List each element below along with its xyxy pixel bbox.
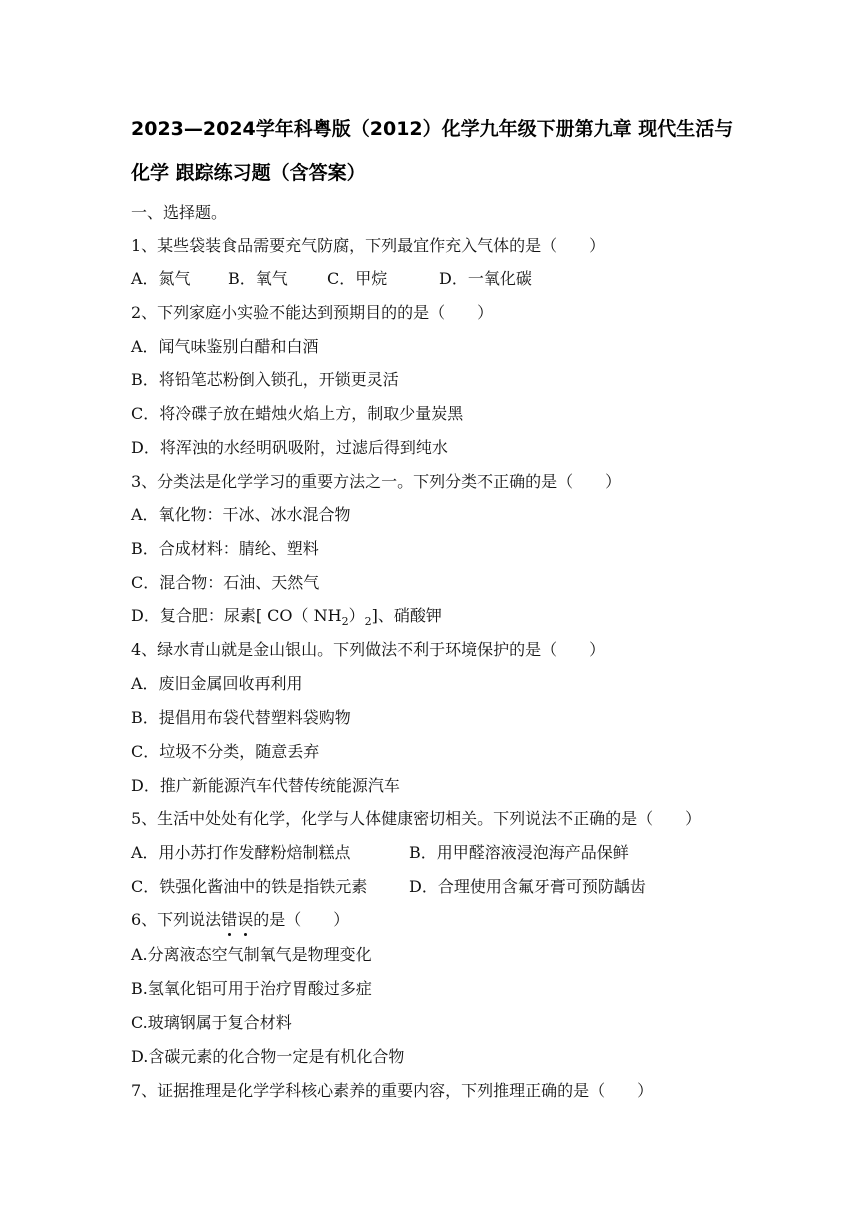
question-6-emphasis-char-1: 错 <box>221 910 238 929</box>
question-4-option-c: C．垃圾不分类，随意丢弃 <box>131 742 320 761</box>
question-6-option-d: D.含碳元素的化合物一定是有机化合物 <box>131 1047 405 1066</box>
question-1-stem: 1、某些袋装食品需要充气防腐，下列最宜作充入气体的是（ ） <box>131 236 606 255</box>
question-2-stem: 2、下列家庭小实验不能达到预期目的的是（ ） <box>131 303 494 322</box>
question-3-option-d-middle: ） <box>348 606 365 625</box>
document-title-line-1: 2023—2024学年科粤版（2012）化学九年级下册第九章 现代生活与 <box>131 118 734 140</box>
question-7-stem: 7、证据推理是化学学科核心素养的重要内容，下列推理正确的是（ ） <box>131 1081 654 1100</box>
question-1-option-c: C．甲烷 <box>327 269 388 288</box>
question-6-option-b: B.氢氧化铝可用于治疗胃酸过多症 <box>131 979 372 998</box>
section-heading: 一、选择题。 <box>131 203 228 222</box>
question-5-option-a: A．用小苏打作发酵粉焙制糕点 <box>131 843 351 862</box>
question-5-option-b: B．用甲醛溶液浸泡海产品保鲜 <box>409 843 629 862</box>
question-5-option-c: C．铁强化酱油中的铁是指铁元素 <box>131 877 368 896</box>
question-2-option-d: D．将浑浊的水经明矾吸附，过滤后得到纯水 <box>131 438 448 457</box>
question-4-option-d: D．推广新能源汽车代替传统能源汽车 <box>131 776 400 795</box>
question-6-stem <box>131 910 349 930</box>
question-3-option-c: C．混合物：石油、天然气 <box>131 573 320 592</box>
question-6-option-c: C.玻璃钢属于复合材料 <box>131 1013 292 1032</box>
question-6-option-a: A.分离液态空气制氧气是物理变化 <box>131 945 372 964</box>
question-6-emphasis-char-2: 误 <box>237 910 254 929</box>
question-3-option-d-suffix: ]、硝酸钾 <box>371 606 442 625</box>
question-1-option-a: A．氮气 <box>131 269 191 288</box>
question-4-option-a: A．废旧金属回收再利用 <box>131 674 303 693</box>
question-1-option-b: B．氧气 <box>228 269 288 288</box>
question-5-option-d: D．合理使用含氟牙膏可预防龋齿 <box>409 877 646 896</box>
question-6-stem-prefix: 6、下列说法 <box>131 910 222 929</box>
question-4-stem: 4、绿水青山就是金山银山。下列做法不利于环境保护的是（ ） <box>131 640 606 659</box>
question-3-option-a: A．氧化物：干冰、冰水混合物 <box>131 505 351 524</box>
question-1-option-d: D．一氧化碳 <box>439 269 532 288</box>
question-6-stem-suffix: 的是（ ） <box>253 910 350 929</box>
question-3-option-d <box>131 606 442 629</box>
question-3-option-b: B．合成材料：腈纶、塑料 <box>131 539 319 558</box>
document-title-line-2: 化学 跟踪练习题（含答案） <box>131 162 366 184</box>
question-2-option-a: A．闻气味鉴别白醋和白酒 <box>131 337 319 356</box>
question-5-stem: 5、生活中处处有化学，化学与人体健康密切相关。下列说法不正确的是（ ） <box>131 809 702 828</box>
question-3-stem: 3、分类法是化学学习的重要方法之一。下列分类不正确的是（ ） <box>131 472 622 491</box>
question-3-option-d-subscript-1: 2 <box>341 615 349 629</box>
question-2-option-b: B．将铅笔芯粉倒入锁孔，开锁更灵活 <box>131 370 399 389</box>
question-3-option-d-prefix: D．复合肥：尿素[ CO（ NH <box>131 606 342 625</box>
question-2-option-c: C．将冷碟子放在蜡烛火焰上方，制取少量炭黑 <box>131 404 464 423</box>
question-4-option-b: B．提倡用布袋代替塑料袋购物 <box>131 708 351 727</box>
question-3-option-d-subscript-2: 2 <box>364 615 372 629</box>
